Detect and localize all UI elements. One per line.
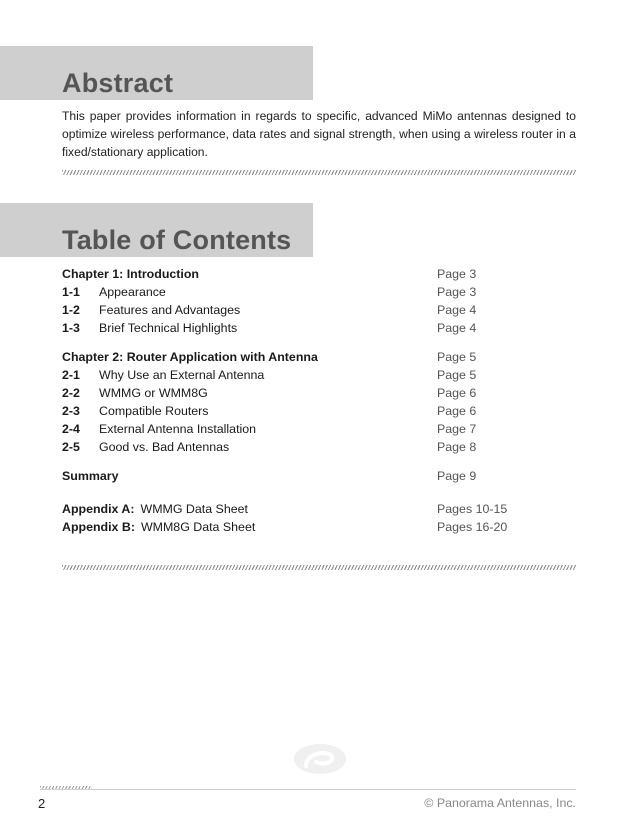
toc-item[interactable] <box>62 366 532 384</box>
toc-item-number: 2-1 <box>62 368 80 382</box>
toc-page-ref: Page 6 <box>437 404 477 418</box>
toc-page-ref: Page 8 <box>437 440 477 454</box>
copyright-notice: © Panorama Antennas, Inc. <box>424 796 576 810</box>
toc-chapter-1[interactable] <box>62 265 532 283</box>
toc-item[interactable] <box>62 319 532 337</box>
toc-item-label: Compatible Routers <box>99 404 209 418</box>
toc-summary-title: Summary <box>62 469 119 483</box>
toc-appendix-label: WMMG Data Sheet <box>140 502 248 516</box>
toc-appendix-a[interactable] <box>62 500 532 518</box>
toc-appendix-lead: Appendix A: <box>62 502 135 516</box>
toc-appendix-lead: Appendix B: <box>62 520 135 534</box>
toc-item-number: 2-2 <box>62 386 80 400</box>
toc-item-label: Appearance <box>99 285 166 299</box>
toc-item[interactable] <box>62 438 532 456</box>
toc-item-label: Good vs. Bad Antennas <box>99 440 230 454</box>
toc-heading: Table of Contents <box>62 225 292 255</box>
section-divider <box>62 170 576 175</box>
toc-item-number: 1-2 <box>62 303 80 317</box>
abstract-heading: Abstract <box>62 68 174 98</box>
toc-page-ref: Page 3 <box>437 285 477 299</box>
toc-appendix-b[interactable] <box>62 518 532 536</box>
toc-page-ref: Page 5 <box>437 368 477 382</box>
toc-item-number: 2-4 <box>62 422 80 436</box>
toc-page-ref: Page 7 <box>437 422 477 436</box>
toc-page-ref: Page 9 <box>437 469 477 483</box>
toc-item-number: 2-3 <box>62 404 80 418</box>
toc-item[interactable] <box>62 283 532 301</box>
toc-item-label: External Antenna Installation <box>99 422 257 436</box>
toc-item[interactable] <box>62 402 532 420</box>
panorama-logo-icon <box>292 742 348 776</box>
section-divider <box>62 565 576 570</box>
toc-page-ref: Pages 16-20 <box>437 520 508 534</box>
toc-summary[interactable] <box>62 467 532 485</box>
toc-item-label: Brief Technical Highlights <box>99 321 238 335</box>
toc-page-ref: Page 6 <box>437 386 477 400</box>
toc-page-ref: Pages 10-15 <box>437 502 508 516</box>
toc-page-ref: Page 4 <box>437 303 477 317</box>
toc-appendix-label: WMM8G Data Sheet <box>140 520 256 534</box>
toc-item-number: 2-5 <box>62 440 80 454</box>
toc-item[interactable] <box>62 420 532 438</box>
toc-item-label: Why Use an External Antenna <box>99 368 265 382</box>
toc-chapter-title: Chapter 2: Router Application with Antenna <box>62 350 318 364</box>
abstract-body: This paper provides information in regards to specific, advanced MiMo antennas designed to optimize wireless performance, data rates and signal strength, when using a wireless router in a fixed/stationary application. <box>62 109 576 159</box>
toc-page-ref: Page 3 <box>437 267 477 281</box>
page-number: 2 <box>38 796 46 811</box>
abstract-heading-band <box>0 46 313 100</box>
footer-rule <box>40 789 576 790</box>
toc-item-number: 1-1 <box>62 285 80 299</box>
toc-page-ref: Page 4 <box>437 321 477 335</box>
toc-item-number: 1-3 <box>62 321 80 335</box>
toc-heading-band <box>0 203 313 257</box>
toc-item-label: Features and Advantages <box>99 303 241 317</box>
toc-item[interactable] <box>62 384 532 402</box>
toc-item[interactable] <box>62 301 532 319</box>
toc-item-label: WMMG or WMM8G <box>99 386 208 400</box>
toc-chapter-2[interactable] <box>62 348 532 366</box>
toc-page-ref: Page 5 <box>437 350 477 364</box>
toc-chapter-title: Chapter 1: Introduction <box>62 267 199 281</box>
